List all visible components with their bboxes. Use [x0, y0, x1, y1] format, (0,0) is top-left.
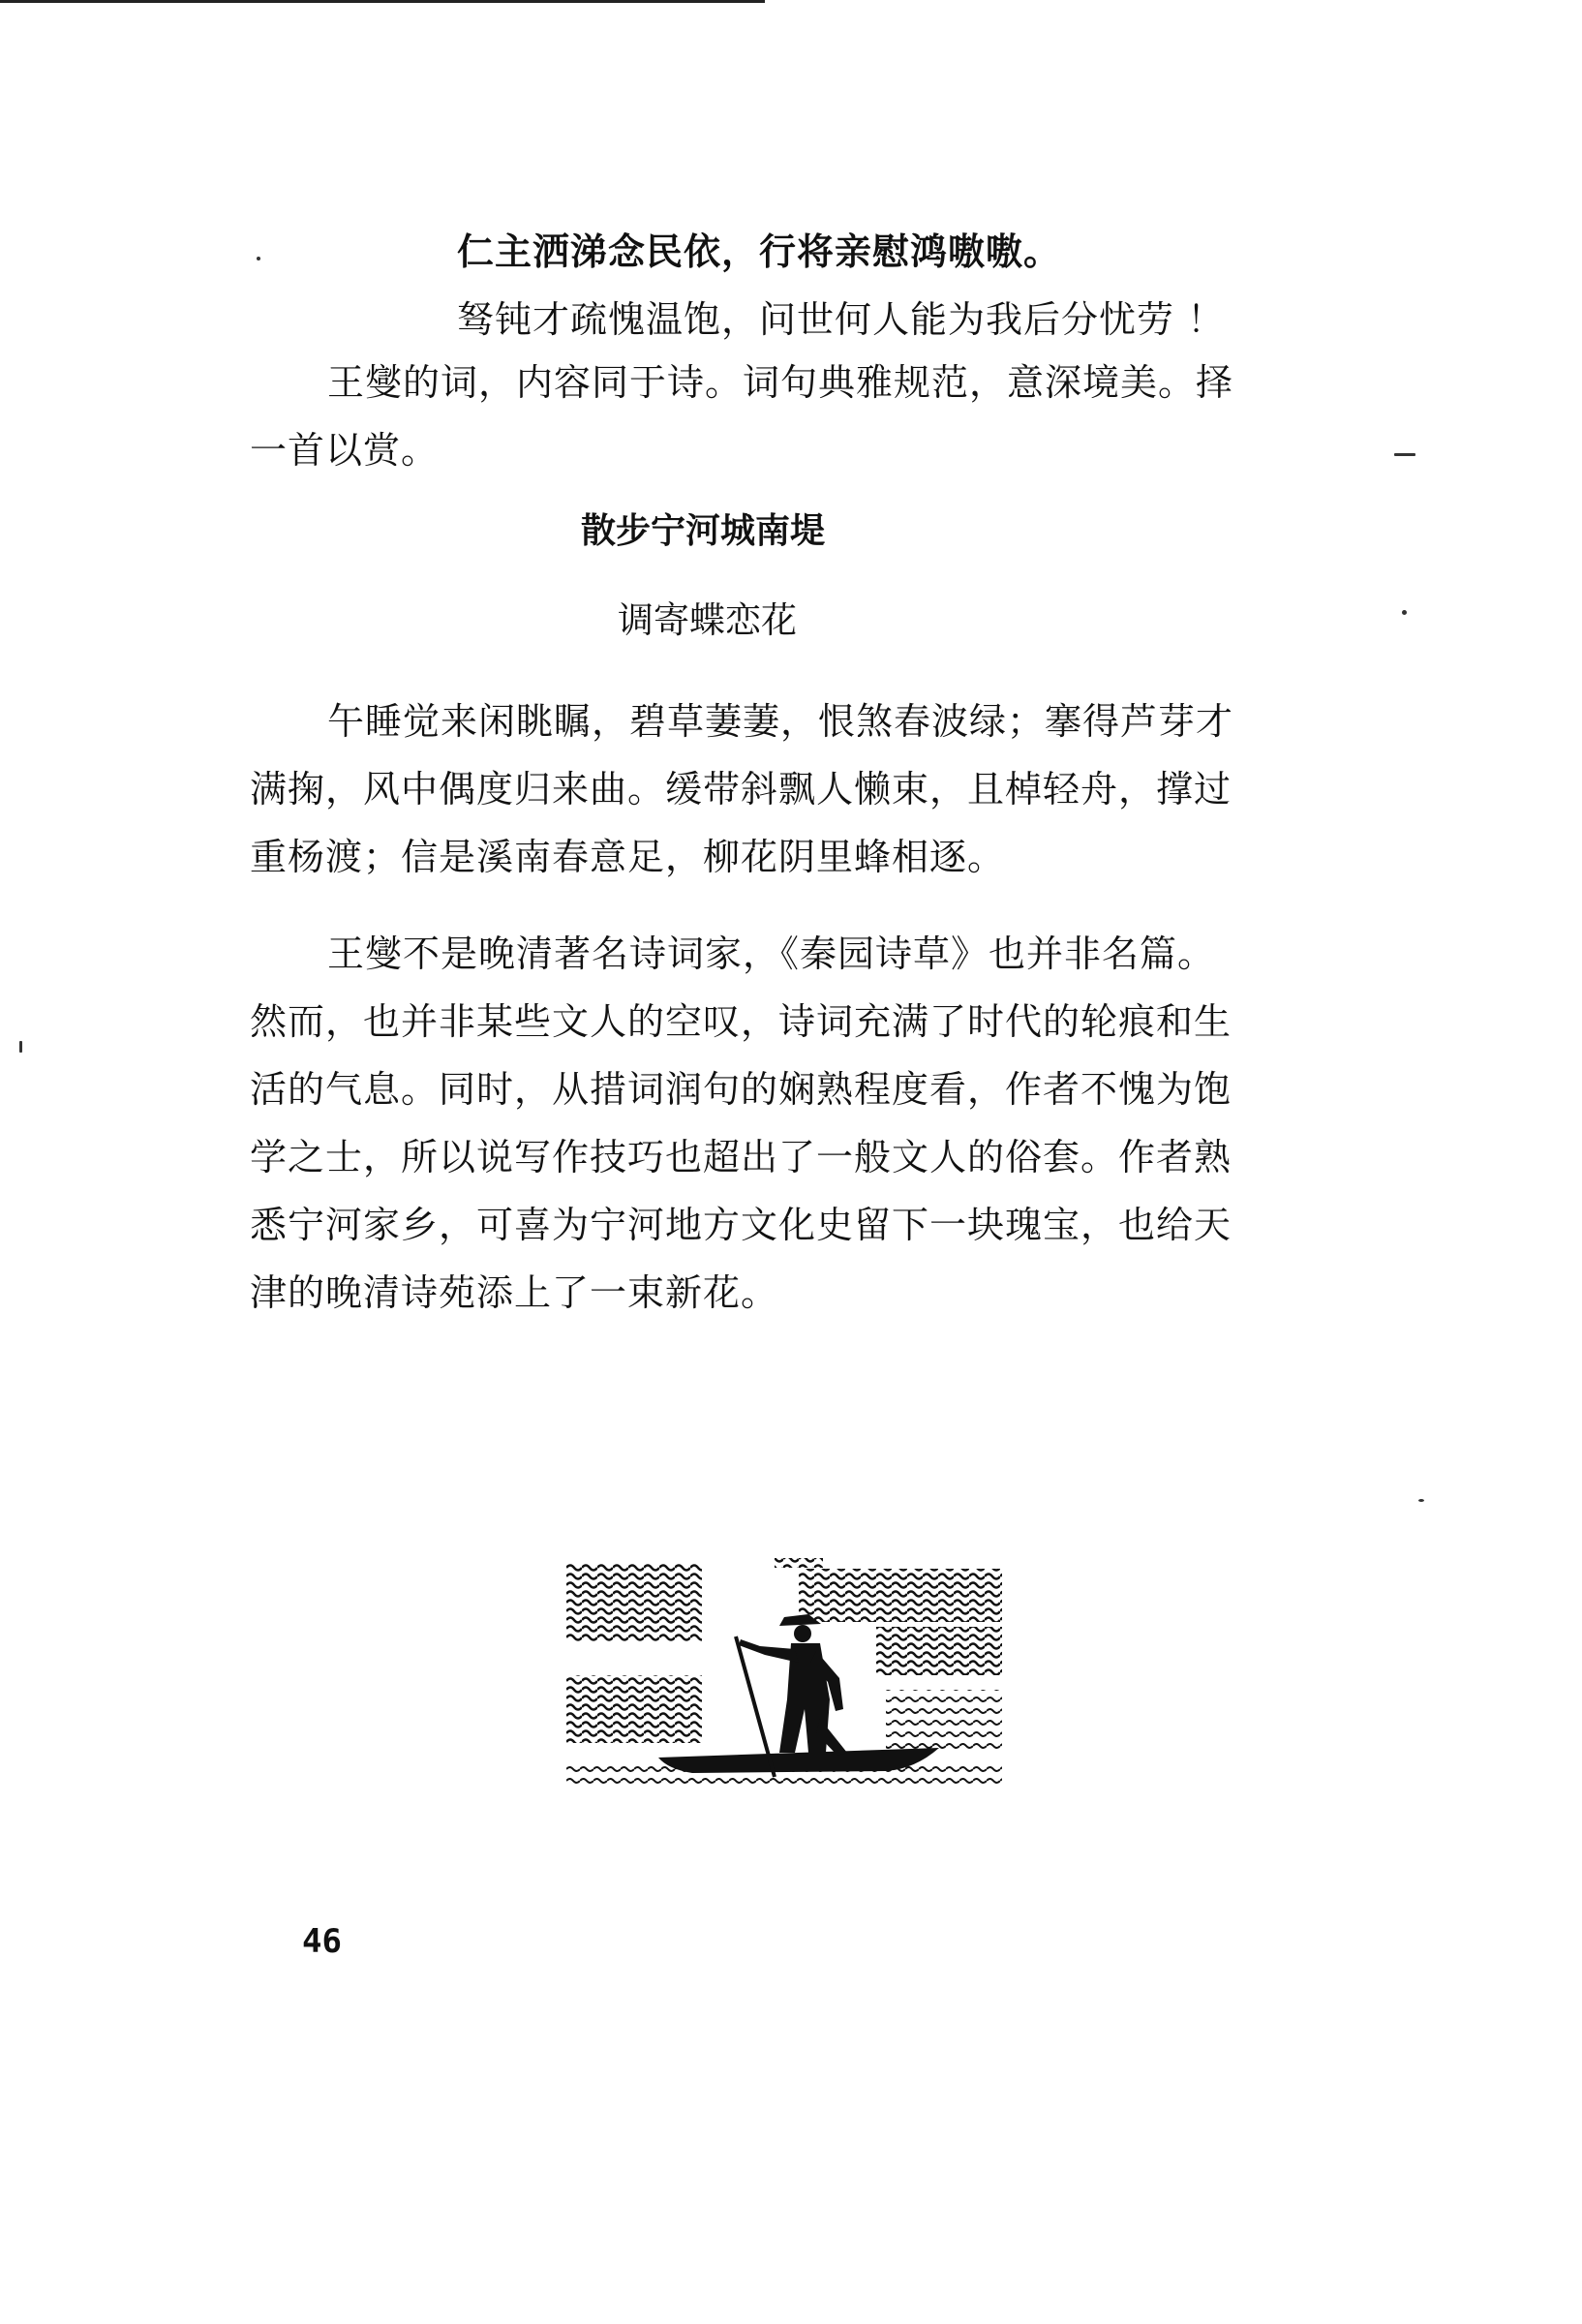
commentary-line: 悉宁河家乡，可喜为宁河地方文化史留下一块瑰宝，也给天: [250, 1204, 1232, 1246]
poem-title: 散步宁河城南堤: [581, 511, 826, 551]
commentary-line: 津的晚清诗苑添上了一束新花。: [250, 1271, 779, 1314]
page-number: 46: [302, 1922, 342, 1961]
poem-tail-line-1: 仁主洒涕念民依，行将亲慰鸿嗷嗷。: [457, 229, 1062, 273]
top-rule-divider: [0, 0, 765, 3]
poem-line: 满掬，风中偶度归来曲。缓带斜飘人懒束，且棹轻舟，撑过: [250, 768, 1232, 810]
poem-line: 午睡觉来闲眺瞩，碧草萋萋，恨煞春波绿；搴得芦芽才: [327, 700, 1234, 743]
commentary-line: 活的气息。同时，从措词润句的娴熟程度看，作者不愧为饱: [250, 1068, 1232, 1111]
poem-tail-line-2: 驽钝才疏愧温饱，问世何人能为我后分忧劳 ！: [457, 298, 1226, 341]
scan-speck: [1402, 610, 1407, 615]
poem-tune-name: 调寄蝶恋花: [618, 599, 797, 641]
commentary-line: 王燮不是晚清著名诗词家，《秦园诗草》也并非名篇。: [327, 933, 1216, 975]
commentary-line: 然而，也并非某些文人的空叹，诗词充满了时代的轮痕和生: [250, 1000, 1232, 1043]
poem-line: 重杨渡；信是溪南春意足，柳花阴里蜂相逐。: [250, 836, 1006, 878]
intro-line-2: 一首以赏。: [250, 429, 440, 472]
boatman-on-waves-woodcut-icon: [566, 1554, 1012, 1816]
scan-speck: [1418, 1499, 1424, 1502]
scan-speck: [19, 1041, 22, 1053]
intro-line-1: 王燮的词，内容同于诗。词句典雅规范，意深境美。择: [327, 361, 1234, 404]
scan-speck: [1394, 453, 1415, 456]
scan-speck: [257, 257, 260, 260]
commentary-line: 学之士，所以说写作技巧也超出了一般文人的俗套。作者熟: [250, 1136, 1232, 1178]
